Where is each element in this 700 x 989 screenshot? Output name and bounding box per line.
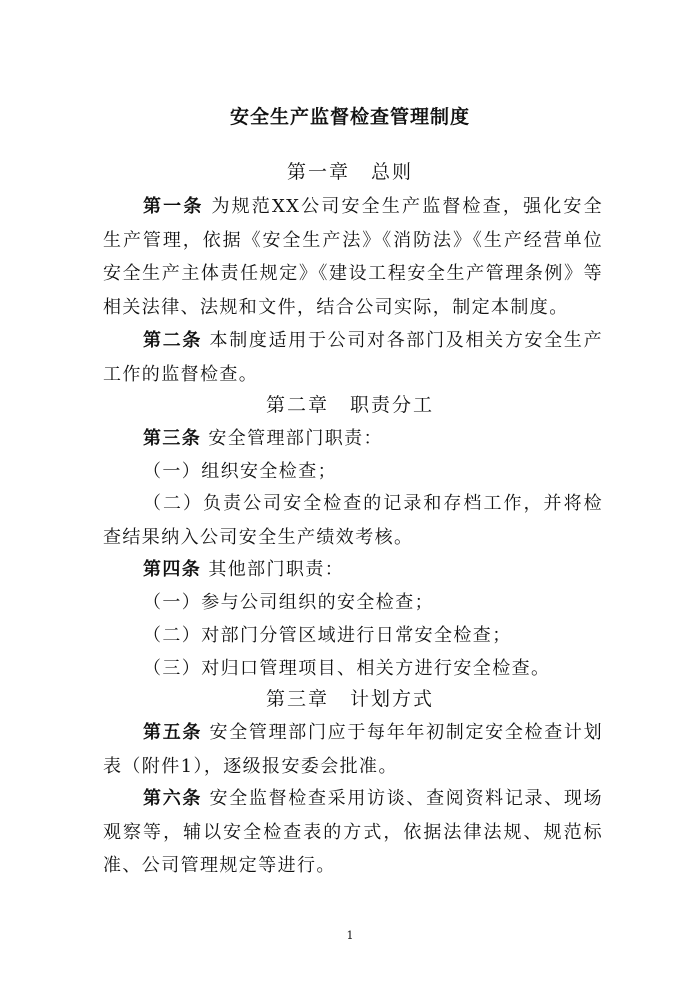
article-3-text: 安全管理部门职责： bbox=[208, 428, 383, 449]
article-4 bbox=[103, 553, 603, 587]
chapter-2-heading: 第二章 职责分工 bbox=[265, 394, 434, 416]
chapter-1-heading: 第一章 总则 bbox=[286, 161, 413, 183]
article-1 bbox=[103, 190, 603, 324]
article-2-label: 第二条 bbox=[143, 330, 203, 351]
document-title: 安全生产监督检查管理制度 bbox=[229, 106, 470, 128]
article-4-item-2: （二）对部门分管区域进行日常安全检查； bbox=[143, 625, 512, 646]
article-1-label: 第一条 bbox=[143, 196, 204, 217]
article-6-label: 第六条 bbox=[143, 788, 203, 809]
article-5-text: 安全管理部门应于每年年初制定安全检查计划表（附件1），逐级报安委会批准。 bbox=[103, 722, 604, 777]
article-2-text: 本制度适用于公司对各部门及相关方安全生产工作的监督检查。 bbox=[103, 330, 604, 385]
article-2 bbox=[103, 324, 603, 391]
article-3 bbox=[103, 422, 603, 456]
article-4-item-3: （三）对归口管理项目、相关方进行安全检查。 bbox=[143, 658, 551, 679]
article-3-item-1: （一）组织安全检查； bbox=[143, 461, 337, 482]
article-3-item-2: （二）负责公司安全检查的记录和存档工作，并将检查结果纳入公司安全生产绩效考核。 bbox=[103, 493, 603, 548]
article-6 bbox=[103, 782, 603, 883]
article-5-label: 第五条 bbox=[143, 722, 203, 743]
article-6-text: 安全监督检查采用访谈、查阅资料记录、现场观察等，辅以安全检查表的方式，依据法律法规、规范标准、公司管理规定等进行。 bbox=[103, 788, 604, 876]
article-1-text: 为规范XX公司安全生产监督检查，强化安全生产管理，依据《安全生产法》《消防法》《生产经营单位安全生产主体责任规定》《建设工程安全生产管理条例》等相关法律、法规和文件，结合公司实际，制定本制度。 bbox=[103, 196, 603, 318]
chapter-3-heading: 第三章 计划方式 bbox=[265, 688, 434, 710]
article-4-item-1: （一）参与公司组织的安全检查； bbox=[143, 592, 434, 613]
article-5 bbox=[103, 716, 603, 783]
article-4-text: 其他部门职责： bbox=[208, 559, 345, 580]
article-4-label: 第四条 bbox=[143, 559, 202, 580]
page-number: 1 bbox=[346, 929, 354, 942]
article-3-label: 第三条 bbox=[143, 428, 202, 449]
